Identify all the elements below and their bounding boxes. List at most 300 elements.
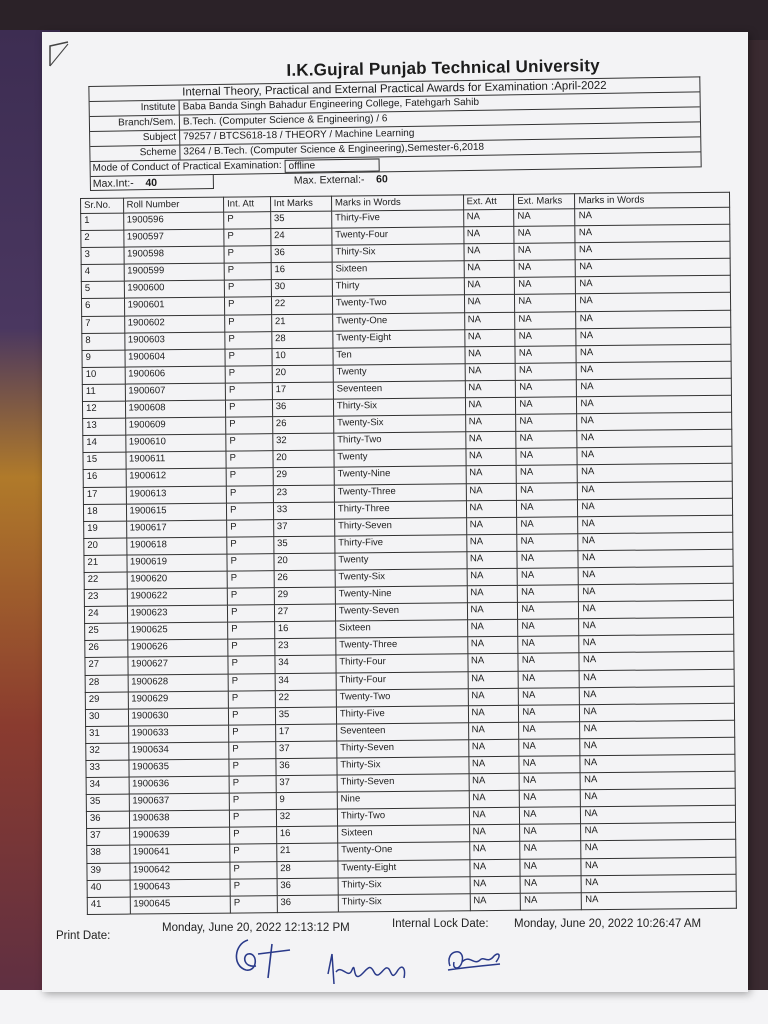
cell-int-marks: 29 [273, 467, 334, 485]
institute-label: Institute [90, 101, 180, 116]
cell-ext-marks: NA [519, 739, 580, 757]
cell-int-words: Twenty [334, 449, 466, 467]
cell-ext-words: NA [580, 686, 735, 705]
cell-int-words: Twenty-Seven [335, 603, 467, 621]
cell-ext-marks: NA [517, 551, 578, 569]
subject-value: 79257 / BTCS618-18 / THEORY / Machine Learning [183, 127, 415, 143]
cell-sr-no: 9 [82, 350, 125, 368]
cell-int-att: P [227, 536, 274, 554]
cell-int-marks: 20 [273, 450, 334, 468]
cell-int-att: P [227, 554, 274, 572]
cell-roll-number: 1900611 [125, 451, 226, 469]
cell-ext-att: NA [465, 380, 516, 398]
cell-ext-words: NA [578, 549, 733, 568]
cell-int-marks: 16 [271, 262, 332, 280]
cell-int-words: Twenty-One [338, 842, 470, 860]
cell-ext-att: NA [468, 722, 519, 740]
cell-ext-att: NA [467, 568, 518, 586]
cell-ext-words: NA [575, 207, 730, 226]
cell-sr-no: 21 [84, 555, 127, 573]
cell-ext-att: NA [466, 534, 517, 552]
cell-int-words: Sixteen [335, 620, 467, 638]
cell-int-att: P [227, 502, 274, 520]
cell-int-att: P [226, 417, 273, 435]
cell-int-marks: 26 [272, 416, 333, 434]
cell-int-att: P [230, 861, 277, 879]
cell-ext-att: NA [463, 244, 514, 262]
cell-int-words: Thirty-Five [335, 535, 467, 553]
cell-ext-att: NA [466, 500, 517, 518]
cell-roll-number: 1900612 [126, 469, 227, 487]
cell-ext-words: NA [577, 412, 732, 431]
cell-ext-att: NA [465, 363, 516, 381]
cell-roll-number: 1900628 [128, 674, 229, 692]
cell-sr-no: 3 [81, 247, 124, 265]
cell-int-marks: 24 [271, 228, 332, 246]
cell-int-marks: 32 [276, 809, 337, 827]
cell-int-att: P [230, 878, 277, 896]
cell-roll-number: 1900643 [130, 879, 231, 897]
cell-ext-words: NA [578, 481, 733, 500]
cell-roll-number: 1900599 [124, 263, 225, 281]
cell-ext-marks: NA [518, 585, 579, 603]
cell-int-marks: 23 [274, 638, 335, 656]
cell-roll-number: 1900622 [127, 588, 228, 606]
cell-ext-words: NA [575, 224, 730, 243]
cell-ext-att: NA [467, 637, 518, 655]
cell-roll-number: 1900596 [123, 212, 224, 230]
cell-int-words: Sixteen [332, 261, 464, 279]
cell-ext-marks: NA [515, 311, 576, 329]
cell-int-att: P [229, 742, 276, 760]
cell-roll-number: 1900618 [126, 537, 227, 555]
cell-int-words: Thirty-Six [338, 876, 470, 894]
cell-ext-att: NA [465, 397, 516, 415]
cell-roll-number: 1900635 [128, 759, 229, 777]
cell-int-words: Twenty-Six [333, 415, 465, 433]
cell-int-att: P [226, 400, 273, 418]
university-title: I.K.Gujral Punjab Technical University [286, 55, 600, 80]
cell-int-words: Twenty-Four [332, 227, 464, 245]
cell-ext-att: NA [468, 756, 519, 774]
cell-ext-words: NA [577, 378, 732, 397]
cell-ext-words: NA [578, 498, 733, 517]
cell-int-marks: 37 [273, 519, 334, 537]
cell-int-words: Twenty [333, 364, 465, 382]
cell-ext-marks: NA [518, 619, 579, 637]
cell-sr-no: 26 [85, 640, 128, 658]
cell-int-att: P [225, 331, 272, 349]
cell-int-att: P [228, 707, 275, 725]
scheme-label: Scheme [90, 146, 180, 161]
cell-ext-marks: NA [518, 636, 579, 654]
cell-ext-att: NA [467, 585, 518, 603]
cell-ext-marks: NA [520, 841, 581, 859]
cell-ext-marks: NA [515, 363, 576, 381]
cell-ext-words: NA [581, 806, 736, 825]
cell-int-marks: 34 [275, 673, 336, 691]
mode-value: offline [285, 158, 380, 172]
exam-header-block [88, 76, 701, 177]
marks-table-body [81, 207, 737, 914]
cell-int-marks: 37 [276, 775, 337, 793]
cell-ext-words: NA [581, 857, 736, 876]
cell-int-marks: 36 [276, 758, 337, 776]
cell-ext-words: NA [580, 703, 735, 722]
cell-int-words: Twenty-Eight [338, 859, 470, 877]
cell-int-marks: 10 [272, 348, 333, 366]
signature-1 [228, 932, 298, 982]
cell-roll-number: 1900630 [128, 708, 229, 726]
cell-int-words: Twenty-Three [336, 637, 468, 655]
awards-title: Internal Theory, Practical and External Practical Awards for Examination :April-2022 [182, 79, 607, 99]
cell-roll-number: 1900617 [126, 520, 227, 538]
cell-sr-no: 30 [85, 709, 128, 727]
cell-ext-att: NA [467, 602, 518, 620]
cell-ext-words: NA [578, 464, 733, 483]
cell-sr-no: 6 [81, 299, 124, 317]
cell-ext-words: NA [581, 840, 736, 859]
cell-sr-no: 22 [84, 572, 127, 590]
cell-ext-marks: NA [515, 345, 576, 363]
cell-int-words: Thirty-Six [337, 757, 469, 775]
cell-roll-number: 1900610 [125, 434, 226, 452]
cell-int-marks: 17 [272, 382, 333, 400]
col-int-words: Marks in Words [331, 195, 463, 211]
cell-int-marks: 29 [274, 587, 335, 605]
cell-roll-number: 1900629 [128, 691, 229, 709]
cell-ext-marks: NA [514, 226, 575, 244]
cell-int-words: Thirty-Six [338, 894, 470, 912]
cell-roll-number: 1900606 [125, 366, 226, 384]
cell-ext-att: NA [464, 312, 515, 330]
cell-sr-no: 38 [87, 846, 130, 864]
cell-roll-number: 1900627 [127, 657, 228, 675]
cell-roll-number: 1900619 [126, 554, 227, 572]
max-int-label: Max.Int:- [92, 177, 134, 190]
cell-ext-att: NA [468, 671, 519, 689]
institute-value: Baba Banda Singh Bahadur Engineering College, Fatehgarh Sahib [182, 96, 480, 113]
cell-ext-marks: NA [518, 670, 579, 688]
cell-sr-no: 18 [83, 504, 126, 522]
marks-table [80, 192, 737, 915]
cell-int-att: P [226, 434, 273, 452]
cell-ext-marks: NA [519, 704, 580, 722]
cell-ext-att: NA [469, 859, 520, 877]
cell-ext-att: NA [464, 278, 515, 296]
cell-int-marks: 23 [273, 485, 334, 503]
cell-ext-words: NA [575, 241, 730, 260]
cell-int-marks: 17 [275, 724, 336, 742]
cell-int-att: P [229, 793, 276, 811]
cell-ext-words: NA [579, 635, 734, 654]
cell-ext-words: NA [580, 737, 735, 756]
cell-ext-words: NA [577, 447, 732, 466]
cell-ext-marks: NA [517, 499, 578, 517]
cell-int-att: P [226, 468, 273, 486]
cell-sr-no: 37 [87, 828, 130, 846]
cell-int-words: Twenty-Two [336, 688, 468, 706]
cell-roll-number: 1900626 [127, 639, 228, 657]
cell-int-words: Thirty-Six [333, 398, 465, 416]
cell-int-marks: 36 [277, 878, 338, 896]
cell-sr-no: 20 [84, 538, 127, 556]
cell-int-att: P [225, 383, 272, 401]
cell-ext-marks: NA [514, 243, 575, 261]
cell-roll-number: 1900607 [125, 383, 226, 401]
cell-int-att: P [224, 212, 271, 230]
cell-int-marks: 28 [272, 331, 333, 349]
cell-ext-att: NA [468, 688, 519, 706]
cell-int-words: Twenty [335, 552, 467, 570]
cell-sr-no: 11 [82, 384, 125, 402]
cell-int-words: Thirty-Four [336, 671, 468, 689]
cell-int-words: Thirty-Four [336, 654, 468, 672]
cell-ext-words: NA [580, 669, 735, 688]
cell-ext-marks: NA [514, 260, 575, 278]
cell-int-att: P [229, 724, 276, 742]
cell-roll-number: 1900604 [124, 349, 225, 367]
max-ext-value: 60 [376, 173, 388, 186]
cell-ext-words: NA [576, 344, 731, 363]
cell-roll-number: 1900620 [127, 571, 228, 589]
cell-int-words: Twenty-Eight [333, 329, 465, 347]
cell-int-words: Thirty-Five [332, 210, 464, 228]
cell-ext-words: NA [577, 361, 732, 380]
cell-ext-marks: NA [518, 602, 579, 620]
cell-int-att: P [225, 314, 272, 332]
cell-int-att: P [230, 844, 277, 862]
cell-ext-marks: NA [517, 534, 578, 552]
cell-ext-words: NA [582, 874, 737, 893]
cell-int-att: P [224, 263, 271, 281]
cell-ext-att: NA [465, 414, 516, 432]
cell-ext-words: NA [577, 395, 732, 414]
award-sheet [88, 54, 740, 191]
cell-ext-att: NA [467, 620, 518, 638]
cell-int-marks: 35 [270, 211, 331, 229]
cell-ext-words: NA [576, 327, 731, 346]
cell-roll-number: 1900602 [124, 315, 225, 333]
cell-ext-att: NA [468, 705, 519, 723]
corner-fold-mark [46, 40, 76, 70]
cell-int-att: P [230, 895, 277, 913]
cell-ext-words: NA [582, 891, 737, 910]
cell-int-att: P [226, 451, 273, 469]
cell-int-att: P [229, 810, 276, 828]
cell-int-words: Thirty-Seven [334, 517, 466, 535]
cell-sr-no: 28 [85, 675, 128, 693]
cell-roll-number: 1900597 [123, 229, 224, 247]
col-ext-att: Ext. Att [463, 194, 514, 209]
cell-roll-number: 1900615 [126, 503, 227, 521]
cell-int-att: P [225, 297, 272, 315]
cell-roll-number: 1900641 [129, 845, 230, 863]
cell-int-att: P [227, 588, 274, 606]
cell-sr-no: 39 [87, 863, 130, 881]
cell-sr-no: 14 [83, 435, 126, 453]
cell-int-marks: 33 [273, 502, 334, 520]
cell-int-marks: 35 [275, 707, 336, 725]
cell-ext-marks: NA [517, 568, 578, 586]
cell-roll-number: 1900636 [129, 776, 230, 794]
cell-int-att: P [228, 656, 275, 674]
cell-ext-att: NA [469, 790, 520, 808]
cell-ext-words: NA [579, 617, 734, 636]
cell-sr-no: 36 [86, 811, 129, 829]
cell-ext-att: NA [465, 449, 516, 467]
cell-ext-att: NA [469, 825, 520, 843]
cell-int-marks: 36 [272, 399, 333, 417]
cell-int-marks: 9 [276, 792, 337, 810]
cell-ext-att: NA [466, 551, 517, 569]
signature-2 [322, 944, 412, 994]
cell-ext-marks: NA [519, 756, 580, 774]
cell-ext-marks: NA [516, 431, 577, 449]
cell-sr-no: 25 [85, 623, 128, 641]
cell-sr-no: 32 [86, 743, 129, 761]
cell-ext-att: NA [463, 226, 514, 244]
cell-int-words: Seventeen [333, 381, 465, 399]
cell-int-att: P [228, 639, 275, 657]
cell-sr-no: 24 [84, 606, 127, 624]
cell-int-marks: 32 [272, 433, 333, 451]
cell-int-marks: 37 [275, 741, 336, 759]
cell-int-att: P [227, 571, 274, 589]
lock-date-label: Internal Lock Date: [392, 918, 489, 930]
cell-roll-number: 1900638 [129, 810, 230, 828]
cell-ext-att: NA [469, 842, 520, 860]
cell-roll-number: 1900645 [130, 896, 231, 914]
cell-int-marks: 22 [275, 690, 336, 708]
cell-sr-no: 4 [81, 264, 124, 282]
cell-int-att: P [228, 622, 275, 640]
cell-roll-number: 1900613 [126, 486, 227, 504]
signature-3 [440, 940, 510, 980]
cell-ext-words: NA [576, 310, 731, 329]
cell-roll-number: 1900625 [127, 622, 228, 640]
col-ext-marks: Ext. Marks [514, 194, 575, 210]
marks-sheet [80, 190, 757, 915]
cell-int-att: P [229, 776, 276, 794]
cell-sr-no: 19 [84, 521, 127, 539]
cell-ext-words: NA [581, 771, 736, 790]
cell-ext-att: NA [466, 483, 517, 501]
cell-ext-att: NA [470, 876, 521, 894]
cell-roll-number: 1900642 [129, 862, 230, 880]
cell-int-marks: 35 [273, 536, 334, 554]
cell-sr-no: 31 [86, 726, 129, 744]
cell-int-words: Twenty-Nine [335, 586, 467, 604]
cell-roll-number: 1900598 [123, 246, 224, 264]
cell-int-words: Nine [337, 791, 469, 809]
cell-int-marks: 34 [275, 656, 336, 674]
cell-int-words: Thirty-Six [332, 244, 464, 262]
cell-ext-words: NA [578, 532, 733, 551]
cell-int-words: Thirty-Five [336, 706, 468, 724]
cell-int-att: P [226, 485, 273, 503]
cell-int-att: P [230, 827, 277, 845]
cell-int-words: Seventeen [336, 723, 468, 741]
cell-ext-words: NA [579, 583, 734, 602]
cell-int-marks: 16 [276, 826, 337, 844]
cell-int-words: Twenty-Nine [334, 466, 466, 484]
cell-ext-marks: NA [516, 380, 577, 398]
cell-sr-no: 13 [83, 418, 126, 436]
cell-ext-words: NA [579, 652, 734, 671]
cell-sr-no: 34 [86, 777, 129, 795]
cell-ext-att: NA [470, 893, 521, 911]
cell-int-att: P [229, 759, 276, 777]
cell-int-words: Twenty-One [333, 312, 465, 330]
cell-ext-marks: NA [517, 482, 578, 500]
cell-ext-marks: NA [520, 875, 581, 893]
cell-sr-no: 17 [83, 487, 126, 505]
cell-int-marks: 21 [271, 314, 332, 332]
cell-int-marks: 20 [274, 553, 335, 571]
cell-ext-words: NA [576, 259, 731, 278]
cell-int-att: P [228, 690, 275, 708]
cell-int-att: P [224, 229, 271, 247]
cell-ext-words: NA [576, 276, 731, 295]
cell-int-att: P [227, 605, 274, 623]
max-external [214, 172, 388, 189]
cell-ext-att: NA [464, 295, 515, 313]
print-date-value: Monday, June 20, 2022 12:13:12 PM [162, 922, 350, 934]
cell-ext-att: NA [466, 466, 517, 484]
cell-ext-marks: NA [520, 824, 581, 842]
cell-int-marks: 30 [271, 279, 332, 297]
cell-int-words: Twenty-Three [334, 483, 466, 501]
cell-ext-marks: NA [519, 687, 580, 705]
cell-roll-number: 1900601 [124, 298, 225, 316]
cell-int-words: Thirty-Seven [337, 774, 469, 792]
cell-sr-no: 7 [82, 316, 125, 334]
cell-ext-marks: NA [520, 807, 581, 825]
cell-roll-number: 1900623 [127, 605, 228, 623]
cell-sr-no: 2 [81, 230, 124, 248]
max-ext-label: Max. External:- [293, 173, 365, 187]
cell-ext-marks: NA [520, 858, 581, 876]
cell-ext-att: NA [464, 329, 515, 347]
cell-int-att: P [228, 673, 275, 691]
cell-int-words: Twenty-Two [332, 295, 464, 313]
cell-ext-marks: NA [520, 790, 581, 808]
cell-ext-att: NA [466, 517, 517, 535]
background-bottom [0, 990, 768, 1024]
col-int-att: Int. Att [224, 197, 271, 212]
cell-ext-att: NA [469, 773, 520, 791]
cell-roll-number: 1900639 [129, 827, 230, 845]
cell-int-att: P [224, 280, 271, 298]
subject-label: Subject [90, 131, 180, 146]
cell-int-marks: 36 [277, 895, 338, 913]
cell-ext-marks: NA [516, 414, 577, 432]
cell-int-words: Thirty-Seven [337, 740, 469, 758]
cell-int-marks: 22 [271, 297, 332, 315]
cell-ext-att: NA [467, 654, 518, 672]
cell-int-marks: 36 [271, 245, 332, 263]
cell-int-words: Sixteen [337, 825, 469, 843]
cell-int-att: P [227, 519, 274, 537]
cell-int-marks: 21 [276, 844, 337, 862]
cell-int-marks: 26 [274, 570, 335, 588]
cell-int-words: Thirty-Three [334, 500, 466, 518]
cell-roll-number: 1900609 [125, 417, 226, 435]
cell-sr-no: 8 [82, 333, 125, 351]
cell-int-words: Thirty-Two [334, 432, 466, 450]
col-ext-words: Marks in Words [575, 192, 730, 208]
